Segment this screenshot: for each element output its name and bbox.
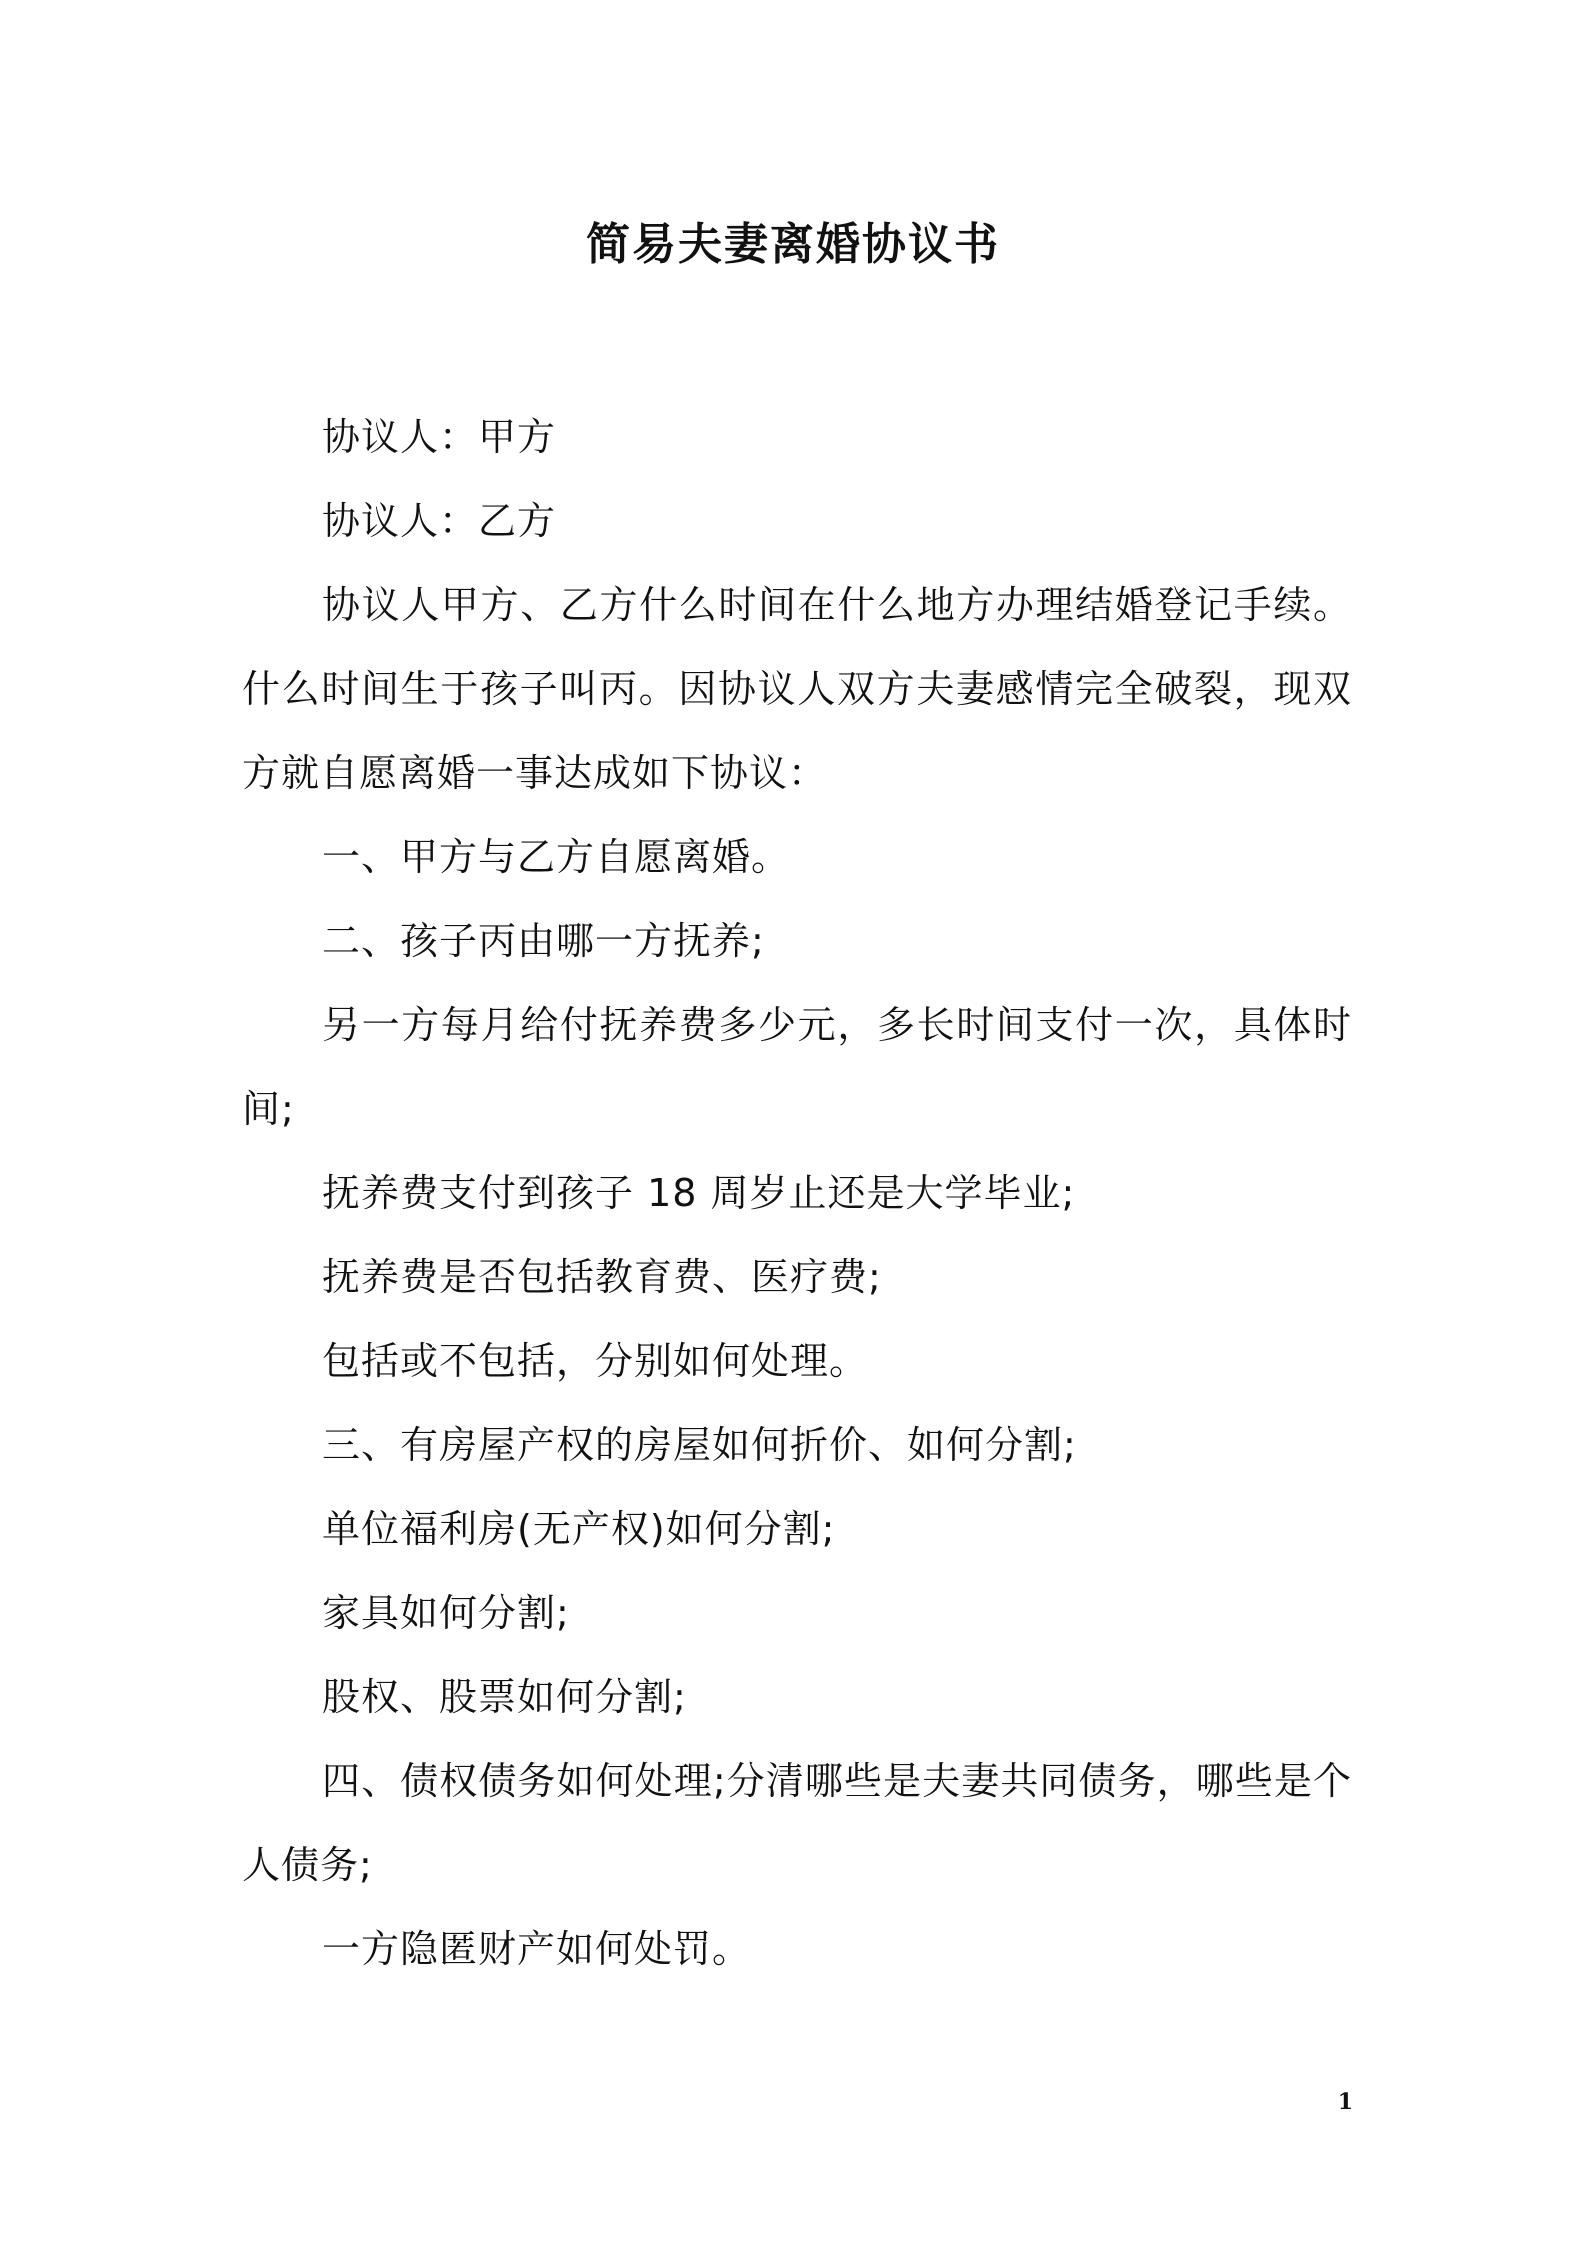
party-b-line: 协议人：乙方 xyxy=(322,499,557,543)
clause-one: 一、甲方与乙方自愿离婚。 xyxy=(322,835,791,879)
clause-two-support-scope: 抚养费是否包括教育费、医疗费; xyxy=(322,1255,882,1299)
clause-three-welfare-housing: 单位福利房(无产权)如何分割; xyxy=(322,1507,836,1551)
clause-two-support-handling: 包括或不包括，分别如何处理。 xyxy=(322,1339,869,1383)
document-body xyxy=(242,395,1352,1991)
clause-three: 三、有房屋产权的房屋如何折价、如何分割; xyxy=(322,1423,1077,1467)
clause-two: 二、孩子丙由哪一方抚养; xyxy=(322,919,765,963)
document-title: 简易夫妻离婚协议书 xyxy=(586,219,1000,270)
clause-two-support-payment: 另一方每月给付抚养费多少元，多长时间支付一次，具体时间; xyxy=(242,1003,1352,1131)
clause-four: 四、债权债务如何处理;分清哪些是夫妻共同债务，哪些是个人债务; xyxy=(242,1759,1352,1887)
clause-three-equity: 股权、股票如何分割; xyxy=(322,1675,687,1719)
clause-three-furniture: 家具如何分割; xyxy=(322,1591,570,1635)
page-number: 1 xyxy=(1337,2089,1353,2115)
clause-two-support-duration: 抚养费支付到孩子 18 周岁止还是大学毕业; xyxy=(322,1171,1076,1215)
party-a-line: 协议人：甲方 xyxy=(322,415,557,459)
clause-four-concealment: 一方隐匿财产如何处罚。 xyxy=(322,1927,752,1971)
preamble-paragraph: 协议人甲方、乙方什么时间在什么地方办理结婚登记手续。什么时间生于孩子叫丙。因协议人双方夫妻感情完全破裂，现双方就自愿离婚一事达成如下协议： xyxy=(242,583,1352,795)
